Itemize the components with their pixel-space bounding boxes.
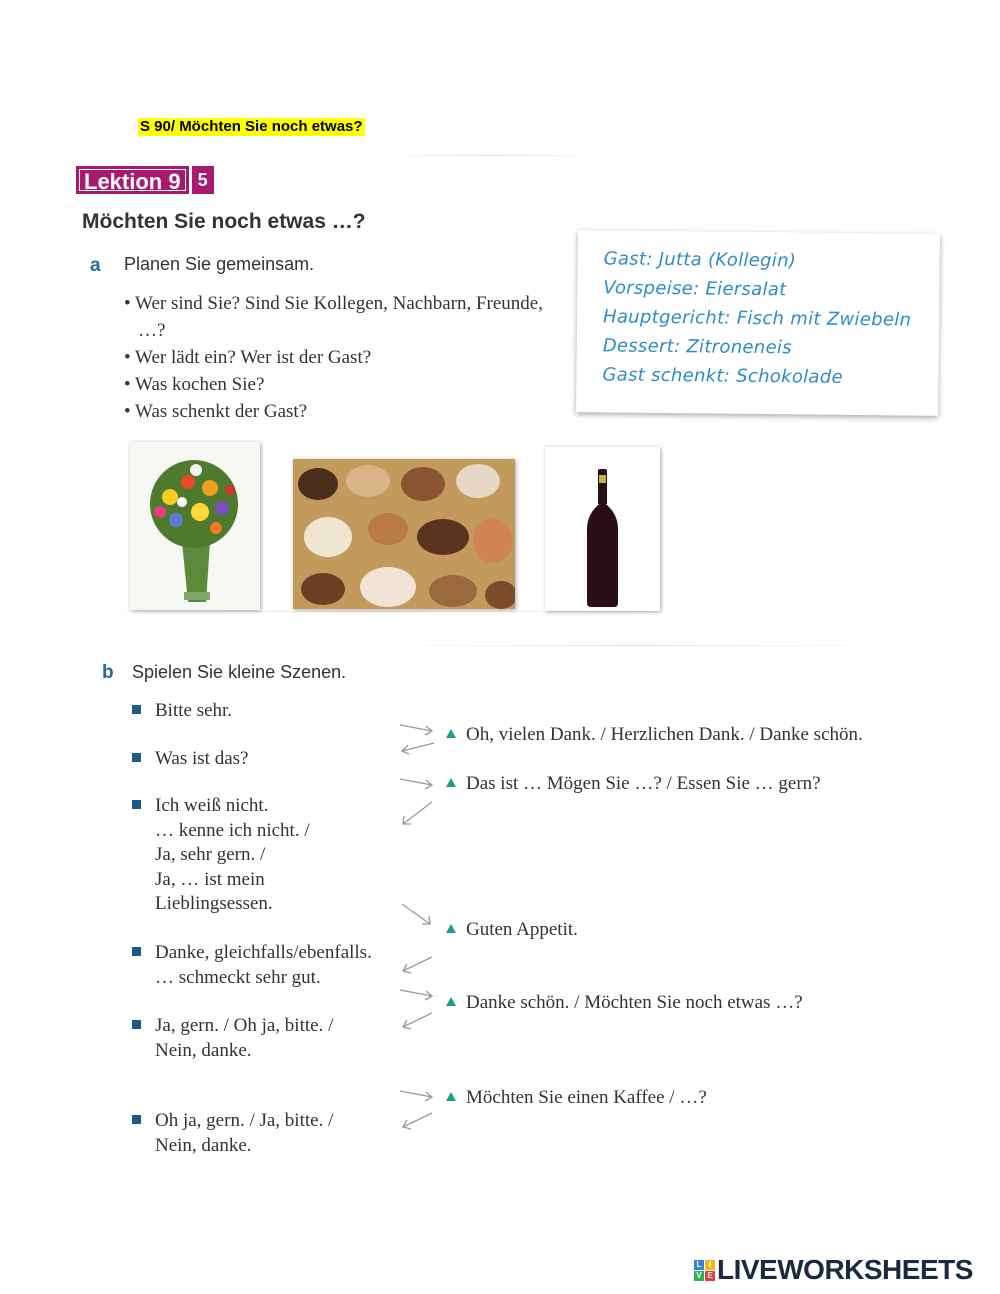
square-bullet-icon <box>132 947 141 956</box>
triangle-bullet-icon <box>446 778 456 787</box>
arrow-right-icon <box>398 902 438 930</box>
guest-text: … schmeckt sehr gut. <box>155 966 321 988</box>
note-line: Hauptgericht: Fisch mit Zwiebeln <box>602 306 912 331</box>
host-text: Danke schön. / Möchten Sie noch etwas …? <box>466 992 803 1013</box>
part-a-bullets <box>124 290 554 425</box>
divider <box>370 645 900 646</box>
host-text: Guten Appetit. <box>466 919 578 940</box>
part-a-heading: Planen Sie gemeinsam. <box>124 254 315 274</box>
guest-line <box>132 1109 333 1158</box>
host-text: Oh, vielen Dank. / Herzlichen Dank. / Danke schön. <box>466 724 863 745</box>
guest-line <box>132 745 248 772</box>
bullet-item: • Wer lädt ein? Wer ist der Gast? <box>124 347 372 368</box>
host-line <box>446 721 863 748</box>
wine-bottle-image <box>545 447 660 611</box>
arrow-left-icon <box>398 1010 438 1032</box>
flower-bouquet-image <box>130 442 260 610</box>
handwritten-note <box>576 230 940 416</box>
logo-tile: V <box>694 1271 704 1281</box>
arrow-right-icon <box>398 776 438 792</box>
guest-text: Ich weiß nicht. <box>155 795 269 816</box>
chocolates-image <box>293 459 515 609</box>
guest-text: Oh ja, gern. / Ja, bitte. / <box>155 1110 334 1131</box>
host-line <box>446 989 803 1016</box>
square-bullet-icon <box>132 1115 141 1124</box>
square-bullet-icon <box>132 753 141 762</box>
square-bullet-icon <box>132 705 141 714</box>
logo-tile: I <box>705 1260 715 1270</box>
arrow-right-icon <box>398 987 438 1003</box>
host-text: Das ist … Mögen Sie …? / Essen Sie … gern? <box>466 773 821 794</box>
bullet-item: • Was kochen Sie? <box>124 374 265 395</box>
triangle-bullet-icon <box>446 729 456 738</box>
liveworksheets-logo <box>694 1254 973 1286</box>
guest-line <box>132 941 372 990</box>
arrow-right-icon <box>398 722 438 738</box>
host-line <box>446 1084 707 1111</box>
guest-text: Ja, gern. / Oh ja, bitte. / <box>155 1015 334 1036</box>
host-line <box>446 916 578 943</box>
lesson-badge <box>76 166 214 194</box>
lesson-number: 5 <box>192 166 214 194</box>
guest-line <box>132 1014 333 1063</box>
lesson-label: Lektion 9 <box>76 166 189 194</box>
logo-text: LIVEWORKSHEETS <box>717 1254 973 1285</box>
flowers-photo <box>130 442 260 610</box>
logo-tile: L <box>694 1260 704 1270</box>
part-b-letter: b <box>102 662 114 683</box>
guest-text: Bitte sehr. <box>155 700 233 721</box>
square-bullet-icon <box>132 800 141 809</box>
divider <box>70 611 670 612</box>
page-title: Möchten Sie noch etwas …? <box>82 210 366 233</box>
note-line: Dessert: Zitroneneis <box>602 335 793 359</box>
note-line: Gast schenkt: Schokolade <box>602 364 844 388</box>
square-bullet-icon <box>132 1020 141 1029</box>
guest-text: Ja, sehr gern. / <box>155 844 266 865</box>
logo-tiles-icon <box>694 1260 715 1281</box>
arrow-left-icon <box>398 800 438 828</box>
chocolates-photo <box>293 459 515 609</box>
host-line <box>446 770 821 797</box>
triangle-bullet-icon <box>446 997 456 1006</box>
guest-text: Was ist das? <box>155 748 249 769</box>
bullet-item: • Was schenkt der Gast? <box>124 401 308 422</box>
arrow-left-icon <box>398 1110 438 1132</box>
logo-tile: E <box>705 1271 715 1281</box>
part-a-letter: a <box>90 255 101 276</box>
guest-line <box>132 697 232 724</box>
guest-text: … kenne ich nicht. / <box>155 819 310 841</box>
guest-line <box>132 794 310 917</box>
guest-text: Nein, danke. <box>155 1134 252 1156</box>
arrow-left-icon <box>398 954 438 976</box>
note-line: Gast: Jutta (Kollegin) <box>603 248 797 272</box>
arrow-left-icon <box>398 740 438 756</box>
bullet-item: • Wer sind Sie? Sind Sie Kollegen, Nachbarn, Freunde, …? <box>124 293 543 341</box>
divider <box>380 155 600 156</box>
guest-text: Nein, danke. <box>155 1039 252 1061</box>
note-line: Vorspeise: Eiersalat <box>603 277 787 301</box>
part-b-heading: Spielen Sie kleine Szenen. <box>132 662 347 682</box>
guest-text: Ja, … ist mein <box>155 868 265 890</box>
guest-text: Danke, gleichfalls/ebenfalls. <box>155 942 372 963</box>
triangle-bullet-icon <box>446 924 456 933</box>
guest-text: Lieblingsessen. <box>155 893 273 914</box>
triangle-bullet-icon <box>446 1092 456 1101</box>
wine-photo <box>545 447 660 611</box>
arrow-right-icon <box>398 1088 438 1104</box>
page-label: S 90/ Möchten Sie noch etwas? <box>140 118 363 135</box>
host-text: Möchten Sie einen Kaffee / …? <box>466 1087 707 1108</box>
